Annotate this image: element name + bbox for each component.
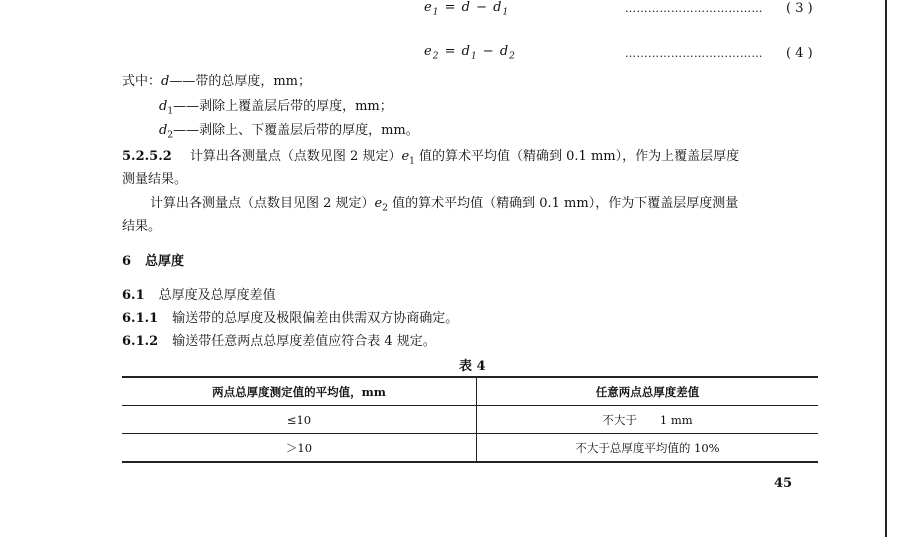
eq4-equals: = — [444, 44, 462, 59]
clause-5252-para2-line-2: 结果。 — [122, 219, 162, 234]
where-line-3 — [159, 119, 419, 141]
eq3-equals: = — [444, 0, 462, 15]
where-sym-d2-sub: 2 — [167, 130, 174, 141]
scan-edge-line — [885, 0, 887, 537]
clause-6-1-number: 6.1 — [122, 288, 145, 303]
eq4-minus: − — [477, 44, 500, 59]
section-6-heading — [122, 250, 184, 269]
where-def-d: ——带的总厚度，mm； — [169, 74, 311, 89]
eq3-minus: − — [470, 0, 494, 15]
where-sym-d1: d — [159, 99, 168, 114]
eq3-lhs-sub: 1 — [432, 7, 440, 18]
eq4-lhs: e — [424, 44, 433, 59]
where-line-2 — [159, 95, 393, 117]
eq3-leader: ……………………………… — [625, 2, 763, 15]
table-row — [122, 434, 818, 463]
table-4-caption: 表 4 — [459, 359, 486, 374]
equation-4 — [424, 44, 516, 62]
eq3-lhs: e — [424, 0, 433, 15]
eq3-term-b: d — [493, 0, 503, 15]
eq4-number: ( 4 ) — [786, 46, 813, 61]
clause-6-1-1-number: 6.1.1 — [122, 311, 159, 326]
clause-5252-number: 5.2.5.2 — [122, 149, 172, 164]
eq4-term-a: d — [461, 44, 471, 59]
clause-5252-sub: 1 — [409, 156, 415, 167]
clause-5252-p2-text-a: 计算出各测量点（点数目见图 2 规定） — [150, 196, 375, 211]
section-6-number: 6 — [122, 254, 132, 269]
eq3-number: ( 3 ) — [786, 1, 813, 16]
page-number: 45 — [774, 476, 793, 491]
clause-5252-p2-sym: e — [374, 196, 383, 211]
where-sym-d: d — [161, 74, 170, 89]
clause-5252-para2-line-1 — [150, 192, 738, 214]
table-header-col-2: 任意两点总厚度差值 — [477, 377, 819, 406]
eq4-lhs-sub: 2 — [432, 51, 440, 62]
where-sym-d1-sub: 1 — [167, 106, 174, 117]
clause-5252-text-b: 值的算术平均值（精确到 0.1 mm），作为上覆盖层厚度 — [414, 149, 740, 164]
clause-6-1-2-number: 6.1.2 — [122, 334, 159, 349]
table-cell: ＞10 — [122, 434, 477, 463]
clause-6-1-2-text: 输送带任意两点总厚度差值应符合表 4 规定。 — [172, 334, 436, 349]
table-4 — [122, 376, 818, 463]
clause-6-1 — [122, 284, 276, 303]
where-sym-d2: d — [159, 123, 168, 138]
clause-5252-text-a: 计算出各测量点（点数见图 2 规定） — [189, 149, 402, 164]
clause-6-1-text: 总厚度及总厚度差值 — [158, 288, 276, 303]
where-line-1 — [122, 70, 311, 89]
where-def-d1: ——剥除上覆盖层后带的厚度，mm； — [173, 99, 393, 114]
where-def-d2: ——剥除上、下覆盖层后带的厚度，mm。 — [173, 123, 419, 138]
clause-5252-line-2: 测量结果。 — [122, 172, 188, 187]
table-cell: 不大于总厚度平均值的 10% — [477, 434, 819, 463]
clause-5252-p2-text-b: 值的算术平均值（精确到 0.1 mm），作为下覆盖层厚度测量 — [387, 196, 739, 211]
clause-6-1-1-text: 输送带的总厚度及极限偏差由供需双方协商确定。 — [172, 311, 459, 326]
eq4-term-b-sub: 2 — [509, 51, 516, 62]
where-intro: 式中： — [122, 74, 162, 89]
clause-6-1-2 — [122, 330, 436, 349]
clause-5252-sym: e — [401, 149, 410, 164]
clause-5252-line-1 — [122, 145, 739, 167]
equation-3 — [424, 0, 509, 18]
table-row — [122, 406, 818, 434]
section-6-title: 总厚度 — [145, 254, 185, 269]
clause-5252-p2-sub: 2 — [382, 203, 388, 214]
eq4-term-b: d — [499, 44, 510, 59]
table-cell: 不大于 1 mm — [477, 406, 819, 434]
table-header-col-1: 两点总厚度测定值的平均值，mm — [122, 377, 477, 406]
eq3-term-a: d — [461, 0, 471, 15]
clause-6-1-1 — [122, 307, 458, 326]
table-header-row — [122, 377, 818, 406]
eq4-leader: ……………………………… — [625, 47, 763, 60]
eq3-term-b-sub: 1 — [502, 7, 510, 18]
table-cell: ≤10 — [122, 406, 477, 434]
eq4-term-a-sub: 1 — [470, 51, 478, 62]
